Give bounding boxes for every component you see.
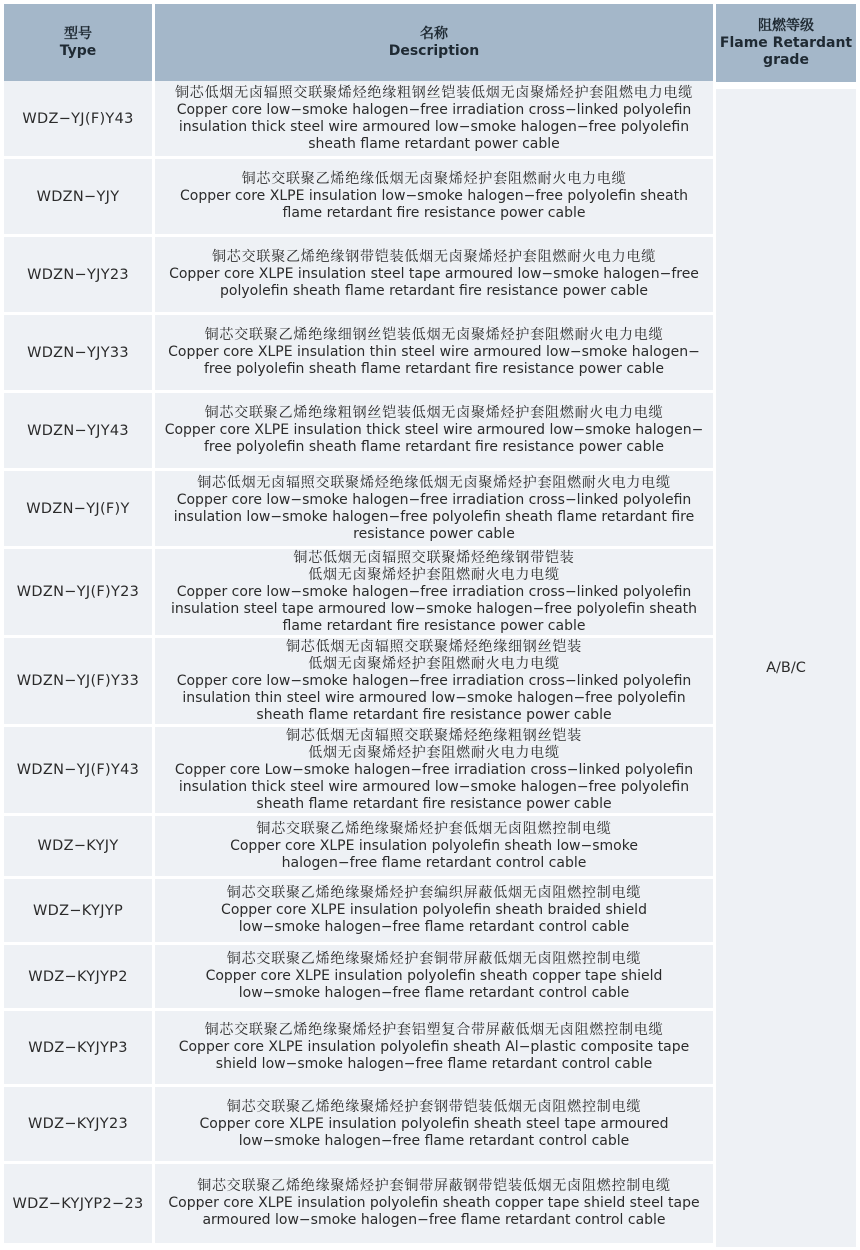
description-line: sheath flame retardant fire resistance power cable bbox=[256, 795, 612, 812]
type-code: WDZ−KYJY bbox=[37, 838, 119, 854]
description-cell bbox=[155, 945, 713, 1008]
description-line: Copper core XLPE insulation low−smoke halogen−free polyolefin sheath bbox=[180, 188, 688, 204]
description-line: Copper core XLPE insulation polyolefin sheath low−smoke bbox=[230, 837, 638, 854]
type-code: WDZ−KYJY23 bbox=[27, 1116, 129, 1132]
description-line: sheath flame retardant fire resistance power cable bbox=[256, 706, 612, 723]
table-header bbox=[4, 4, 856, 82]
description-line: 铜芯交联聚乙烯绝缘聚烯烃护套铜带屏蔽钢带铠装低烟无卤阻燃控制电缆 bbox=[197, 1178, 671, 1194]
description-line: 铜芯交联聚乙烯绝缘聚烯烃护套低烟无卤阻燃控制电缆 bbox=[256, 820, 612, 837]
description-cell bbox=[155, 159, 713, 234]
description-cell bbox=[155, 727, 713, 813]
header-grade-en1: Flame Retardant bbox=[719, 34, 853, 51]
type-code: WDZN−YJ(F)Y23 bbox=[16, 584, 140, 600]
description-cell bbox=[155, 549, 713, 635]
type-code: WDZN−YJY bbox=[36, 188, 120, 205]
type-cell bbox=[4, 1087, 152, 1161]
description-line: sheath flame retardant power cable bbox=[308, 135, 560, 152]
description-line: Copper core XLPE insulation thick steel wire armoured low−smoke halogen− bbox=[164, 422, 704, 438]
description-line: flame retardant fire resistance power cable bbox=[282, 617, 586, 634]
description-cell bbox=[155, 816, 713, 876]
description-line: Copper core XLPE insulation thin steel wire armoured low−smoke halogen− bbox=[168, 344, 700, 360]
type-cell bbox=[4, 816, 152, 876]
description-line: free polyolefin sheath flame retardant fire resistance power cable bbox=[203, 439, 665, 455]
description-line: 铜芯交联聚乙烯绝缘聚烯烃护套钢带铠装低烟无卤阻燃控制电缆 bbox=[226, 1098, 642, 1115]
description-line: 铜芯低烟无卤辐照交联聚烯烃绝缘粗钢丝铠装 bbox=[286, 727, 582, 744]
type-cell bbox=[4, 237, 152, 312]
description-cell bbox=[155, 315, 713, 390]
type-code: WDZ−YJ(F)Y43 bbox=[22, 110, 134, 127]
type-cell bbox=[4, 81, 152, 156]
description-line: Copper core XLPE insulation polyolefin sheath Al−plastic composite tape bbox=[178, 1039, 690, 1055]
header-description bbox=[155, 4, 713, 82]
description-line: 铜芯低烟无卤辐照交联聚烯烃绝缘细钢丝铠装 bbox=[286, 638, 582, 655]
type-code: WDZ−KYJYP2−23 bbox=[12, 1195, 144, 1212]
description-line: Copper core XLPE insulation polyolefin sheath copper tape shield bbox=[205, 968, 663, 984]
description-line: 铜芯交联聚乙烯绝缘低烟无卤聚烯烃护套阻燃耐火电力电缆 bbox=[241, 171, 627, 187]
description-line: 低烟无卤聚烯烃护套阻燃耐火电力电缆 bbox=[308, 744, 560, 761]
description-line: low−smoke halogen−free flame retardant control cable bbox=[238, 985, 630, 1001]
description-line: 低烟无卤聚烯烃护套阻燃耐火电力电缆 bbox=[308, 566, 560, 583]
description-line: Copper core XLPE insulation steel tape armoured low−smoke halogen−free bbox=[169, 266, 699, 282]
description-line: 铜芯交联聚乙烯绝缘聚烯烃护套编织屏蔽低烟无卤阻燃控制电缆 bbox=[226, 885, 642, 901]
type-cell bbox=[4, 879, 152, 942]
description-line: insulation thick steel wire armoured low−smoke halogen−free polyolefin bbox=[178, 778, 690, 795]
type-code: WDZ−KYJYP3 bbox=[28, 1039, 128, 1056]
description-line: 铜芯交联聚乙烯绝缘粗钢丝铠装低烟无卤聚烯烃护套阻燃耐火电力电缆 bbox=[204, 405, 664, 421]
description-line: free polyolefin sheath flame retardant fire resistance power cable bbox=[203, 361, 665, 377]
description-line: resistance power cable bbox=[353, 525, 515, 542]
description-line: insulation thin steel wire armoured low−smoke halogen−free polyolefin bbox=[182, 689, 686, 706]
description-line: Copper core low−smoke halogen−free irradiation cross−linked polyolefin bbox=[176, 583, 692, 600]
description-line: low−smoke halogen−free flame retardant control cable bbox=[238, 1132, 630, 1149]
description-line: halogen−free flame retardant control cable bbox=[281, 854, 587, 871]
type-cell bbox=[4, 1164, 152, 1243]
description-line: Copper core low−smoke halogen−free irradiation cross−linked polyolefin bbox=[176, 672, 692, 689]
description-cell bbox=[155, 1087, 713, 1161]
description-line: Copper core low−smoke halogen−free irradiation cross−linked polyolefin bbox=[176, 101, 692, 118]
type-code: WDZN−YJ(F)Y bbox=[26, 500, 130, 517]
description-cell bbox=[155, 81, 713, 156]
description-line: insulation low−smoke halogen−free polyolefin sheath flame retardant fire bbox=[173, 508, 695, 525]
description-line: 低烟无卤聚烯烃护套阻燃耐火电力电缆 bbox=[308, 655, 560, 672]
type-cell bbox=[4, 315, 152, 390]
description-line: 铜芯低烟无卤辐照交联聚烯烃绝缘粗钢丝铠装低烟无卤聚烯烃护套阻燃电力电缆 bbox=[175, 84, 693, 101]
type-code: WDZN−YJY33 bbox=[27, 344, 129, 361]
description-cell bbox=[155, 471, 713, 546]
type-cell bbox=[4, 945, 152, 1008]
description-line: 铜芯低烟无卤辐照交联聚烯烃绝缘低烟无卤聚烯烃护套阻燃耐火电力电缆 bbox=[197, 474, 671, 491]
description-line: insulation steel tape armoured low−smoke halogen−free polyolefin sheath bbox=[170, 600, 698, 617]
grade-value: A/B/C bbox=[766, 660, 806, 676]
description-line: Copper core Low−smoke halogen−free irradiation cross−linked polyolefin bbox=[174, 761, 694, 778]
type-code: WDZ−KYJYP2 bbox=[28, 968, 128, 985]
header-desc-en: Description bbox=[388, 43, 480, 59]
description-cell bbox=[155, 638, 713, 724]
description-line: 铜芯交联聚乙烯绝缘钢带铠装低烟无卤聚烯烃护套阻燃耐火电力电缆 bbox=[212, 249, 656, 265]
description-line: 铜芯交联聚乙烯绝缘聚烯烃护套铝塑复合带屏蔽低烟无卤阻燃控制电缆 bbox=[204, 1022, 664, 1038]
type-code: WDZN−YJ(F)Y43 bbox=[16, 762, 140, 778]
type-code: WDZN−YJ(F)Y33 bbox=[16, 673, 140, 689]
description-cell bbox=[155, 879, 713, 942]
type-cell bbox=[4, 638, 152, 724]
type-code: WDZN−YJY43 bbox=[27, 422, 129, 439]
type-cell bbox=[4, 393, 152, 468]
description-line: 铜芯交联聚乙烯绝缘细钢丝铠装低烟无卤聚烯烃护套阻燃耐火电力电缆 bbox=[204, 327, 664, 343]
description-line: armoured low−smoke halogen−free flame retardant control cable bbox=[202, 1212, 666, 1228]
header-grade bbox=[716, 4, 856, 82]
description-line: insulation thick steel wire armoured low−smoke halogen−free polyolefin bbox=[178, 118, 690, 135]
header-grade-zh: 阻燃等级 bbox=[758, 17, 814, 34]
description-cell bbox=[155, 1164, 713, 1243]
type-code: WDZN−YJY23 bbox=[27, 266, 129, 283]
type-cell bbox=[4, 727, 152, 813]
description-line: flame retardant fire resistance power cable bbox=[282, 205, 586, 221]
header-type-en: Type bbox=[59, 43, 97, 59]
description-line: 铜芯交联聚乙烯绝缘聚烯烃护套铜带屏蔽低烟无卤阻燃控制电缆 bbox=[226, 951, 642, 967]
description-line: Copper core XLPE insulation polyolefin sheath braided shield bbox=[221, 902, 647, 918]
description-cell bbox=[155, 1011, 713, 1084]
type-cell bbox=[4, 471, 152, 546]
description-line: Copper core XLPE insulation polyolefin sheath copper tape shield steel tape bbox=[168, 1195, 700, 1211]
grade-cell bbox=[716, 89, 856, 1247]
type-cell bbox=[4, 1011, 152, 1084]
description-line: Copper core low−smoke halogen−free irradiation cross−linked polyolefin bbox=[176, 491, 692, 508]
type-cell bbox=[4, 549, 152, 635]
header-grade-en2: grade bbox=[763, 51, 809, 68]
type-cell bbox=[4, 159, 152, 234]
description-line: shield low−smoke halogen−free flame retardant control cable bbox=[215, 1056, 653, 1072]
description-line: Copper core XLPE insulation polyolefin sheath steel tape armoured bbox=[199, 1115, 669, 1132]
description-line: polyolefin sheath flame retardant fire resistance power cable bbox=[220, 283, 648, 299]
description-line: low−smoke halogen−free flame retardant control cable bbox=[238, 919, 630, 935]
header-type bbox=[4, 4, 152, 82]
description-cell bbox=[155, 237, 713, 312]
description-line: 铜芯低烟无卤辐照交联聚烯烃绝缘钢带铠装 bbox=[293, 549, 575, 566]
description-cell bbox=[155, 393, 713, 468]
header-desc-zh: 名称 bbox=[420, 26, 448, 42]
type-code: WDZ−KYJYP bbox=[32, 902, 123, 919]
header-type-zh: 型号 bbox=[64, 26, 92, 42]
